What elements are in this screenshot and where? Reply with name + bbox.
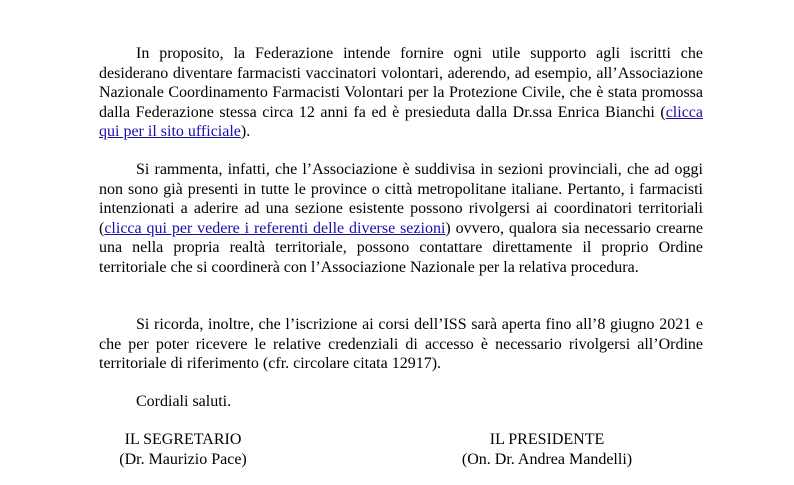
section-contacts-link[interactable]: clicca qui per vedere i referenti delle diverse sezioni	[104, 219, 446, 237]
president-role: IL PRESIDENTE	[489, 431, 605, 448]
paragraph-sections	[99, 160, 703, 277]
paragraph-iss-courses: Si ricorda, inoltre, che l’iscrizione ai corsi dell’ISS sarà aperta fino all’8 giugno 2021 e che per poter ricevere le relative credenziali di accesso è necessario rivolgersi all’Ordine territoriale di riferimento (cfr. circolare citata 12917).	[99, 316, 703, 372]
paragraph-support-text-after: ).	[240, 123, 251, 140]
secretary-name: (Dr. Maurizio Pace)	[119, 450, 247, 468]
paragraph-sections-text-before: Si rammenta, infatti, che l’Associazione è suddivisa in sezioni provinciali, che ad oggi non sono già presenti in tutte le province o città metropolitane italiane. Pertanto, i farmacisti intenzionati a aderire ad una sezione esistente possono rivolgersi ai coordinatori territoriali (	[99, 161, 703, 237]
president-name: (On. Dr. Andrea Mandelli)	[461, 450, 633, 468]
signature-president	[433, 430, 661, 469]
signature-secretary	[99, 430, 267, 469]
paragraph-support-text-before: In proposito, la Federazione intende fornire ogni utile supporto agli iscritti che desiderano diventare farmacisti vaccinatori volontari, aderendo, ad esempio, all’Associazione Nazionale Coordinamento Farmacisti Volontari per la Protezione Civile, che è stata promossa dalla Federazione stessa circa 12 anni fa ed è presieduta dalla Dr.ssa Enrica Bianchi (	[99, 45, 703, 121]
closing-greeting: Cordiali saluti.	[136, 393, 232, 410]
paragraph-support	[99, 44, 703, 142]
secretary-role: IL SEGRETARIO	[124, 431, 242, 448]
paragraph-sections-text-after: ) ovvero, qualora sia necessario crearne una nella propria realtà territoriale, possono contattare direttamente il proprio Ordine territoriale che si coordinerà con l’Associazione Nazionale per la relativa procedura.	[99, 219, 704, 276]
official-site-link[interactable]: clicca qui per il sito ufficiale	[99, 103, 703, 140]
